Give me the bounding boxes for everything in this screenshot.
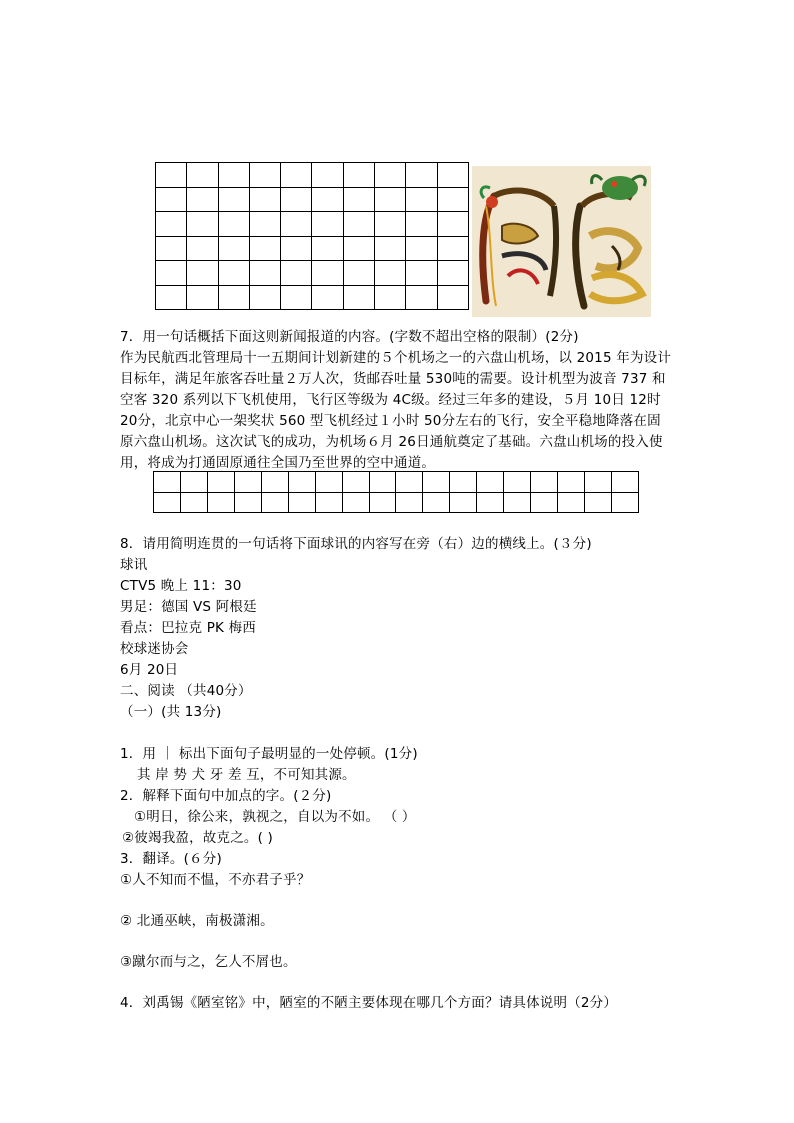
grid-cell[interactable] (156, 163, 187, 188)
grid-cell[interactable] (504, 492, 531, 513)
grid-cell[interactable] (369, 472, 396, 493)
grid-cell[interactable] (218, 236, 249, 261)
grid-cell[interactable] (531, 472, 558, 493)
grid-cell[interactable] (406, 212, 437, 237)
grid-cell[interactable] (406, 285, 437, 310)
grid-cell[interactable] (249, 285, 280, 310)
grid-cell[interactable] (375, 187, 406, 212)
grid-cell[interactable] (288, 472, 315, 493)
grid-cell[interactable] (281, 236, 312, 261)
grid-cell[interactable] (531, 492, 558, 513)
grid-cell[interactable] (406, 236, 437, 261)
grid-cell[interactable] (375, 212, 406, 237)
grid-cell[interactable] (504, 472, 531, 493)
q8-line-1: 球讯 (120, 557, 148, 573)
grid-cell[interactable] (342, 492, 369, 513)
q8-line-5: 校球迷协会 (120, 641, 189, 657)
grid-cell[interactable] (234, 492, 261, 513)
grid-cell[interactable] (558, 472, 585, 493)
answer-grid[interactable] (153, 471, 639, 513)
grid-cell[interactable] (218, 261, 249, 286)
grid-cell[interactable] (234, 472, 261, 493)
reading-q2-item-1: ①明日，徐公来，孰视之，自以为不如。 （ ） (134, 809, 416, 825)
grid-cell[interactable] (343, 163, 374, 188)
q7-body-line-6: 用，将成为打通固原通往全国乃至世界的空中通道。 (120, 455, 436, 471)
grid-cell[interactable] (375, 163, 406, 188)
grid-cell[interactable] (342, 472, 369, 493)
q8-line-2: CTV5 晚上 11：30 (120, 578, 242, 594)
reading-q4-title: 4．刘禹锡《陋室铭》中，陋室的不陋主要体现在哪几个方面？请具体说明（2分） (120, 995, 618, 1011)
grid-cell[interactable] (180, 472, 207, 493)
grid-cell[interactable] (437, 261, 468, 286)
section-subheading: （一）(共 13分) (120, 704, 222, 720)
grid-cell[interactable] (343, 187, 374, 212)
grid-row (154, 472, 639, 493)
grid-cell[interactable] (288, 492, 315, 513)
grid-cell[interactable] (281, 285, 312, 310)
grid-cell[interactable] (156, 285, 187, 310)
q7-body-line-1: 作为民航西北管理局十一五期间计划新建的５个机场之一的六盘山机场，以 2015 年为设计 (120, 350, 672, 366)
grid-cell[interactable] (375, 285, 406, 310)
dragon-phoenix-image (472, 166, 651, 317)
grid-row (156, 285, 469, 310)
grid-cell[interactable] (281, 212, 312, 237)
grid-cell[interactable] (261, 472, 288, 493)
grid-cell[interactable] (156, 212, 187, 237)
grid-cell[interactable] (154, 472, 181, 493)
grid-row (156, 236, 469, 261)
reading-q3-item-3: ③蹴尔而与之，乞人不屑也。 (120, 954, 297, 970)
grid-cell[interactable] (423, 492, 450, 513)
grid-cell[interactable] (261, 492, 288, 513)
grid-cell[interactable] (218, 163, 249, 188)
q8-title: 8．请用简明连贯的一句话将下面球讯的内容写在旁（右）边的横线上。(３分) (120, 536, 592, 552)
grid-cell[interactable] (315, 472, 342, 493)
reading-q1-title: 1．用 ｜ 标出下面句子最明显的一处停顿。(1分) (120, 746, 418, 762)
q7-body-line-4: 20分，北京中心一架奖状 560 型飞机经过１小时 50分左右的飞行，安全平稳地降落在固 (120, 413, 661, 429)
grid-cell[interactable] (218, 187, 249, 212)
grid-cell[interactable] (450, 492, 477, 513)
grid-cell[interactable] (312, 236, 343, 261)
grid-cell[interactable] (156, 236, 187, 261)
q8-line-6: 6月 20日 (120, 662, 179, 678)
q7-body-line-5: 原六盘山机场。这次试飞的成功，为机场６月 26日通航奠定了基础。六盘山机场的投入使 (120, 434, 663, 450)
grid-cell[interactable] (437, 187, 468, 212)
grid-cell[interactable] (187, 261, 218, 286)
grid-cell[interactable] (396, 472, 423, 493)
grid-row (156, 261, 469, 286)
grid-cell[interactable] (611, 472, 638, 493)
writing-grid (155, 162, 469, 310)
reading-q3-item-2: ② 北通巫峡，南极潇湘。 (120, 913, 274, 929)
grid-cell[interactable] (281, 187, 312, 212)
grid-cell[interactable] (343, 212, 374, 237)
grid-cell[interactable] (450, 472, 477, 493)
grid-cell[interactable] (249, 261, 280, 286)
grid-cell[interactable] (312, 261, 343, 286)
grid-cell[interactable] (207, 472, 234, 493)
grid-cell[interactable] (207, 492, 234, 513)
reading-q2-title: 2．解释下面句中加点的字。(２分) (120, 788, 332, 804)
grid-cell[interactable] (406, 261, 437, 286)
grid-cell[interactable] (396, 492, 423, 513)
q7-body-line-3: 空客 320 系列以下飞机使用，飞行区等级为 4C级。经过三年多的建设，５月 10日 12时 (120, 392, 661, 408)
grid-cell[interactable] (437, 212, 468, 237)
grid-cell[interactable] (187, 163, 218, 188)
grid-cell[interactable] (406, 163, 437, 188)
grid-cell[interactable] (477, 492, 504, 513)
grid-cell[interactable] (437, 236, 468, 261)
grid-row (156, 187, 469, 212)
grid-row (154, 492, 639, 513)
reading-q3-title: 3．翻译。(６分) (120, 851, 222, 867)
grid-cell[interactable] (369, 492, 396, 513)
grid-cell[interactable] (180, 492, 207, 513)
grid-cell[interactable] (187, 187, 218, 212)
grid-cell[interactable] (406, 187, 437, 212)
grid-cell[interactable] (585, 492, 612, 513)
grid-cell[interactable] (249, 163, 280, 188)
grid-cell[interactable] (423, 472, 450, 493)
grid-cell[interactable] (477, 472, 504, 493)
reading-q1-sentence: 其 岸 势 犬 牙 差 互，不可知其源。 (137, 767, 356, 783)
grid-cell[interactable] (156, 261, 187, 286)
grid-cell[interactable] (585, 472, 612, 493)
grid-cell[interactable] (156, 187, 187, 212)
grid-row (156, 163, 469, 188)
grid-cell[interactable] (437, 285, 468, 310)
grid-cell[interactable] (437, 163, 468, 188)
grid-cell[interactable] (343, 285, 374, 310)
grid-cell[interactable] (315, 492, 342, 513)
grid-cell[interactable] (187, 285, 218, 310)
grid-cell[interactable] (187, 236, 218, 261)
grid-cell[interactable] (558, 492, 585, 513)
grid-cell[interactable] (312, 212, 343, 237)
grid-cell[interactable] (154, 492, 181, 513)
q8-line-3: 男足：德国 VS 阿根廷 (120, 599, 257, 615)
reading-q3-item-1: ①人不知而不愠，不亦君子乎？ (120, 872, 311, 888)
grid-cell[interactable] (187, 212, 218, 237)
grid-cell[interactable] (611, 492, 638, 513)
section-heading: 二、阅读 （共40分） (120, 683, 252, 699)
grid-cell[interactable] (312, 285, 343, 310)
grid-cell[interactable] (343, 236, 374, 261)
grid-cell[interactable] (218, 285, 249, 310)
grid-cell[interactable] (312, 163, 343, 188)
grid-cell[interactable] (312, 187, 343, 212)
grid-row (156, 212, 469, 237)
grid-cell[interactable] (249, 212, 280, 237)
grid-cell[interactable] (281, 261, 312, 286)
grid-cell[interactable] (249, 187, 280, 212)
grid-cell[interactable] (218, 212, 249, 237)
reading-q2-item-2: ②彼竭我盈，故克之。( ) (122, 830, 274, 846)
grid-cell[interactable] (375, 236, 406, 261)
grid-cell[interactable] (375, 261, 406, 286)
grid-cell[interactable] (281, 163, 312, 188)
grid-cell[interactable] (343, 261, 374, 286)
q7-title: 7．用一句话概括下面这则新闻报道的内容。(字数不超出空格的限制）(2分) (120, 329, 579, 345)
q7-body-line-2: 目标年，满足年旅客吞吐量２万人次，货邮吞吐量 530吨的需要。设计机型为波音 737 和 (120, 371, 666, 387)
grid-cell[interactable] (249, 236, 280, 261)
q8-line-4: 看点：巴拉克 PK 梅西 (120, 620, 256, 636)
